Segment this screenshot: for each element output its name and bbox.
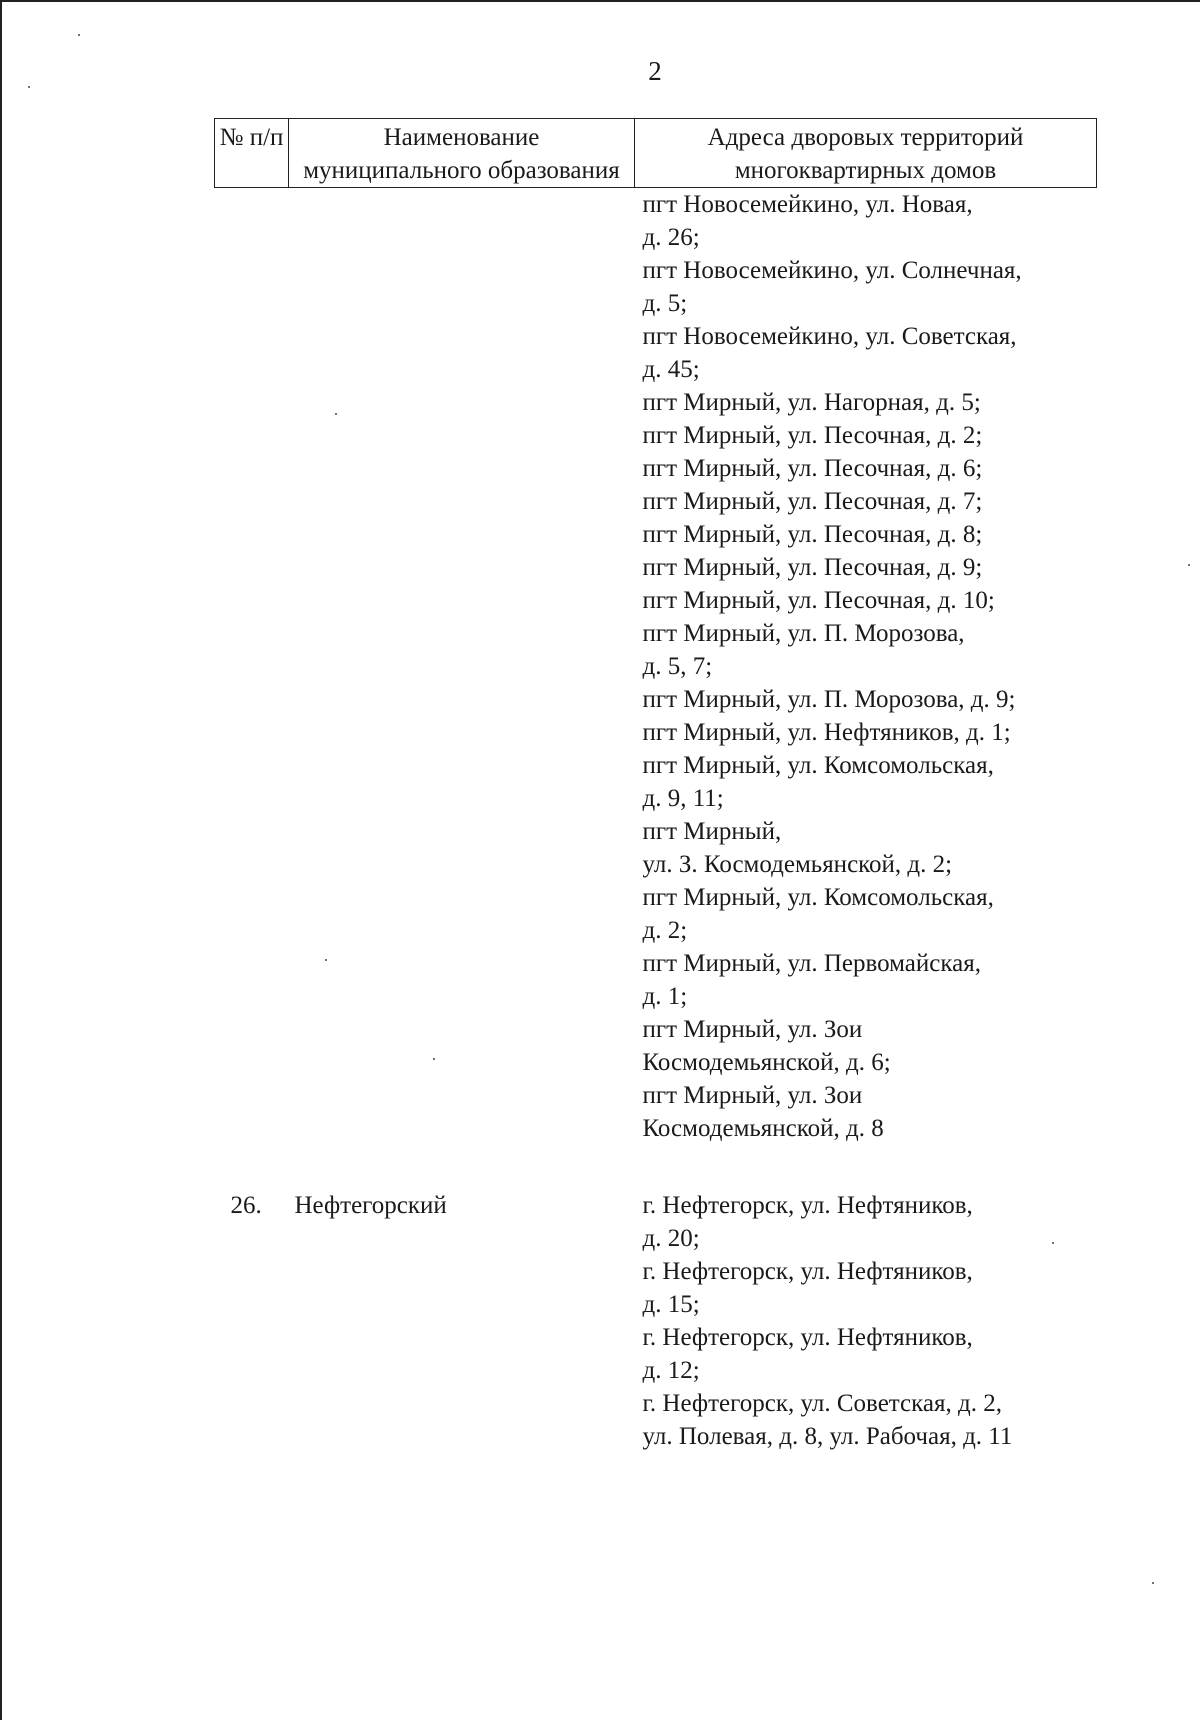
address-line: д. 5; bbox=[642, 290, 688, 317]
address-line: пгт Мирный, ул. Нефтяников, д. 1; bbox=[642, 719, 1011, 746]
scan-speck bbox=[78, 34, 80, 36]
table-row bbox=[215, 1189, 1097, 1453]
address-line: пгт Мирный, ул. Песочная, д. 10; bbox=[642, 587, 995, 614]
address-line: пгт Мирный, ул. П. Морозова, д. 9; bbox=[642, 686, 1016, 713]
row-spacer bbox=[215, 1145, 1097, 1189]
address-line: Космодемьянской, д. 8 bbox=[642, 1115, 884, 1142]
address-line: г. Нефтегорск, ул. Нефтяников, bbox=[642, 1192, 973, 1219]
address-line: пгт Мирный, ул. Зои bbox=[642, 1016, 863, 1043]
table-header-row bbox=[215, 119, 1097, 188]
municipality-name: Нефтегорский bbox=[294, 1192, 447, 1219]
address-line: д. 12; bbox=[642, 1357, 700, 1384]
header-number: № п/п bbox=[215, 119, 289, 188]
address-list bbox=[635, 1189, 1097, 1453]
address-line: д. 2; bbox=[642, 917, 688, 944]
address-line: д. 20; bbox=[642, 1225, 700, 1252]
address-line: ул. З. Космодемьянской, д. 2; bbox=[642, 851, 953, 878]
address-line: д. 9, 11; bbox=[642, 785, 724, 812]
address-line: пгт Мирный, ул. Песочная, д. 6; bbox=[642, 455, 983, 482]
address-line: пгт Мирный, ул. Первомайская, bbox=[642, 950, 981, 977]
table-row bbox=[215, 188, 1097, 1146]
address-line: пгт Мирный, ул. Комсомольская, bbox=[642, 884, 994, 911]
address-line: г. Нефтегорск, ул. Нефтяников, bbox=[642, 1324, 973, 1351]
header-municipality: Наименование муниципального образования bbox=[289, 119, 635, 188]
address-line: ул. Полевая, д. 8, ул. Рабочая, д. 11 bbox=[642, 1423, 1013, 1450]
address-line: д. 15; bbox=[642, 1291, 700, 1318]
address-line: д. 26; bbox=[642, 224, 700, 251]
address-line: пгт Мирный, ул. Зои bbox=[642, 1082, 863, 1109]
scan-speck bbox=[28, 86, 30, 88]
address-line: пгт Мирный, ул. Комсомольская, bbox=[642, 752, 994, 779]
address-line: г. Нефтегорск, ул. Советская, д. 2, bbox=[642, 1390, 1002, 1417]
address-line: пгт Мирный, ул. Песочная, д. 7; bbox=[642, 488, 983, 515]
address-line: Космодемьянской, д. 6; bbox=[642, 1049, 891, 1076]
address-line: пгт Новосемейкино, ул. Солнечная, bbox=[642, 257, 1022, 284]
scan-edge-top bbox=[0, 0, 1200, 2]
address-line: пгт Новосемейкино, ул. Советская, bbox=[642, 323, 1017, 350]
scan-edge-left bbox=[0, 0, 2, 1720]
address-line: пгт Мирный, bbox=[642, 818, 782, 845]
scan-speck bbox=[1188, 564, 1190, 566]
address-table bbox=[214, 118, 1097, 1453]
address-line: пгт Мирный, ул. П. Морозова, bbox=[642, 620, 965, 647]
address-line: г. Нефтегорск, ул. Нефтяников, bbox=[642, 1258, 973, 1285]
page-number: 2 bbox=[648, 56, 662, 86]
address-line: пгт Мирный, ул. Нагорная, д. 5; bbox=[642, 389, 981, 416]
address-line: пгт Мирный, ул. Песочная, д. 2; bbox=[642, 422, 983, 449]
row-number bbox=[215, 188, 289, 1146]
address-line: д. 1; bbox=[642, 983, 688, 1010]
address-line: пгт Мирный, ул. Песочная, д. 8; bbox=[642, 521, 983, 548]
table-body bbox=[215, 188, 1097, 1454]
address-line: д. 45; bbox=[642, 356, 700, 383]
scan-speck bbox=[1152, 1582, 1154, 1584]
address-line: д. 5, 7; bbox=[642, 653, 713, 680]
address-line: пгт Новосемейкино, ул. Новая, bbox=[642, 191, 973, 218]
address-list bbox=[635, 188, 1097, 1146]
address-line: пгт Мирный, ул. Песочная, д. 9; bbox=[642, 554, 983, 581]
header-addresses: Адреса дворовых территорий многоквартирных домов bbox=[635, 119, 1097, 188]
municipality-name bbox=[289, 188, 635, 1146]
row-number: 26. bbox=[230, 1192, 262, 1219]
